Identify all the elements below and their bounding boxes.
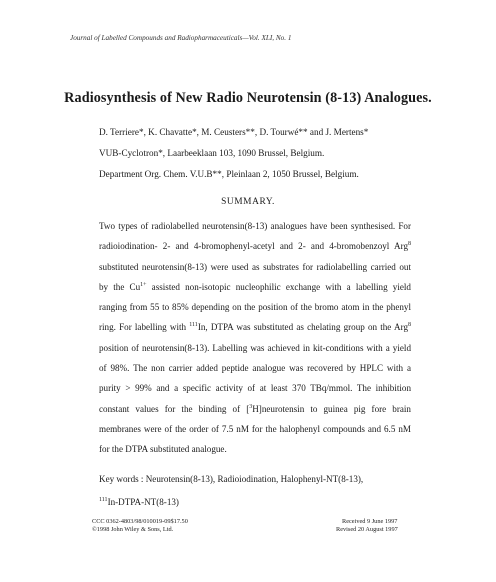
- summary-paragraph: [99, 216, 411, 460]
- summary-line: Two types of radiolabelled neurotensin(8-13) analogues have been synthesised. For: [99, 221, 411, 231]
- keywords-line: $^{111}$In-DTPA-NT(8-13): [99, 497, 179, 507]
- ccc-code: CCC 0362-4803/98/010019-09$17.50: [92, 518, 188, 525]
- summary-line: purity > 99% and a specific activity of at least 370 TBq/mmol. The inhibition: [99, 383, 411, 394]
- summary-line: position of neurotensin(8-13). Labelling was achieved in kit-conditions with a yield: [99, 342, 411, 353]
- affiliation-org-chem: Department Org. Chem. V.U.B**, Pleinlaan 2, 1050 Brussel, Belgium.: [99, 169, 359, 179]
- affiliation-cyclotron: VUB-Cyclotron*, Laarbeeklaan 103, 1090 Brussel, Belgium.: [99, 148, 325, 158]
- keywords-line: Key words : Neurotensin(8-13), Radioiodination, Halophenyl-NT(8-13),: [99, 474, 364, 484]
- revised-date: Revised 20 August 1997: [336, 526, 398, 533]
- summary-line: ranging from 55 to 85% depending on the position of the bromo atom in the phenyl: [99, 302, 411, 313]
- summary-line: constant values for the binding of [$^3$H]neurotensin to guinea pig fore brain: [99, 403, 411, 414]
- journal-header: Journal of Labelled Compounds and Radiopharmaceuticals—Vol. XLI, No. 1: [70, 34, 292, 42]
- summary-line: membranes were of the order of 7.5 nM for the halophenyl compounds and 6.5 nM: [99, 423, 411, 434]
- received-date: Received 9 June 1997: [342, 518, 398, 525]
- summary-line: ring. For labelling with $^{111}$In, DTPA was substituted as chelating group on the Arg$^8$: [99, 322, 411, 333]
- summary-line: of 98%. The non carrier added peptide analogue was recovered by HPLC with a: [99, 363, 411, 374]
- paper-title: Radiosynthesis of New Radio Neurotensin (8-13) Analogues.: [64, 90, 432, 106]
- copyright-notice: ©1998 John Wiley & Sons, Ltd.: [92, 526, 174, 533]
- summary-line: for the DTPA substituted analogue.: [99, 444, 227, 455]
- summary-line: radioiodination- 2- and 4-bromophenyl-acetyl and 2- and 4-bromobenzoyl Arg$^8$: [99, 241, 411, 252]
- summary-line: substituted neurotensin(8-13) were used as substrates for radiolabelling carried out: [99, 261, 411, 272]
- summary-heading: SUMMARY.: [221, 197, 275, 207]
- author-list: D. Terriere*, K. Chavatte*, M. Ceusters**, D. Tourwé** and J. Mertens*: [99, 127, 369, 137]
- summary-line: by the $Cu^{1+}$ assisted non-isotopic nucleophilic exchange with a labelling yield: [99, 281, 411, 292]
